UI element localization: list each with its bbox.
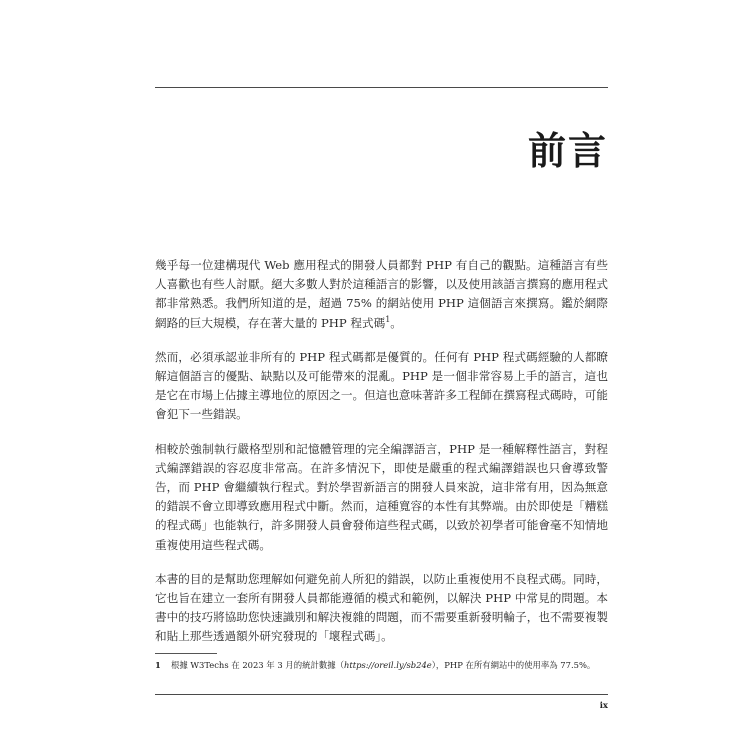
paragraph-4: 本書的目的是幫助您理解如何避免前人所犯的錯誤，以防止重複使用不良程式碼。同時，它也旨在建立一套所有開發人員都能遵循的模式和範例，以解決 PHP 中常見的問題。本書中的技巧將協助您快速識別和解決複雜的問題，而不需要重新發明輪子，也不需要複製和貼上那些透過額外研究發現的「壞程式碼」。 bbox=[155, 571, 608, 644]
footnote-reference[interactable]: 1 bbox=[385, 314, 391, 324]
footnote-text-after: ），PHP 在所有網站中的使用率為 77.5%。 bbox=[431, 660, 596, 670]
footnote bbox=[155, 659, 608, 671]
chapter-title: 前言 bbox=[527, 129, 608, 174]
footnote-divider bbox=[155, 653, 217, 654]
top-divider bbox=[155, 87, 608, 88]
paragraph-3: 相較於強制執行嚴格型別和記憶體管理的完全編譯語言，PHP 是一種解釋性語言，對程式編譯錯誤的容忍度非常高。在許多情況下，即使是嚴重的程式編譯錯誤也只會導致警告，而 PHP 會繼續執行程式。對於學習新語言的開發人員來說，這非常有用，因為無意的錯誤不會立即導致應用程式中斷。然而，這種寬容的本性有其弊端。由於即使是「糟糕的程式碼」也能執行，許多開發人員會發佈這些程式碼，以致於初學者可能會毫不知情地重複使用這些程式碼。 bbox=[155, 441, 608, 552]
body-text bbox=[155, 256, 608, 662]
footnote-text-before: 根據 W3Techs 在 2023 年 3 月的統計數據（ bbox=[171, 660, 344, 670]
footnote-link[interactable]: https://oreil.ly/sb24e bbox=[343, 660, 432, 670]
footnote-number: 1 bbox=[155, 660, 161, 670]
paragraph-text: 幾乎每一位建構現代 Web 應用程式的開發人員都對 PHP 有自己的觀點。這種語言有些人喜歡也有些人討厭。絕大多數人對於這種語言的影響，以及使用該語言撰寫的應用程式都非常熟悉。我們所知道的是，超過 75% 的網站使用 PHP 這個語言來撰寫。鑑於網際網路的巨大規模，存在著大量的 PHP 程式碼 bbox=[155, 258, 608, 330]
paragraph-text-tail: 。 bbox=[390, 315, 402, 330]
paragraph-2: 然而，必須承認並非所有的 PHP 程式碼都是優質的。任何有 PHP 程式碼經驗的人都瞭解這個語言的優點、缺點以及可能帶來的混亂。PHP 是一個非常容易上手的語言，這也是它在市場上佔據主導地位的原因之一。但這也意味著許多工程師在撰寫程式碼時，可能會犯下一些錯誤。 bbox=[155, 349, 608, 422]
bottom-divider bbox=[155, 694, 608, 695]
page-number: ix bbox=[599, 701, 608, 711]
paragraph-1 bbox=[155, 256, 608, 333]
